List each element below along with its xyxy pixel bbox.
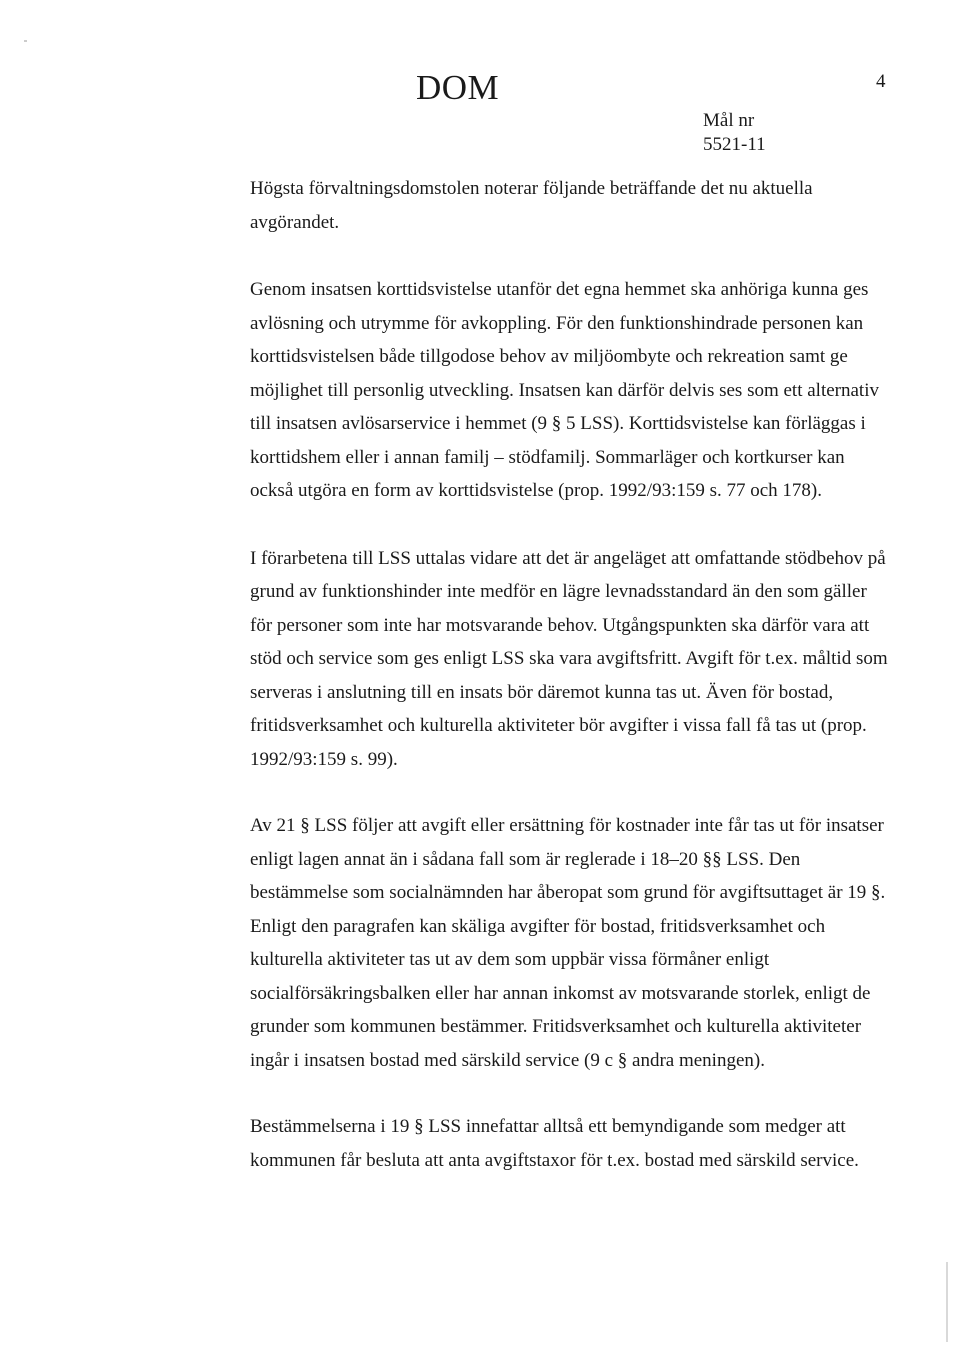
case-number-label: Mål nr (703, 110, 755, 131)
scan-artifact-right-edge (946, 1262, 948, 1342)
page-title: DOM (416, 68, 500, 107)
scan-artifact-dot (24, 40, 27, 42)
case-number-block (703, 109, 766, 157)
paragraph-21-paragraf: Av 21 § LSS följer att avgift eller ersättning för kostnader inte får tas ut för insatser enligt lagen annat än i sådana fall som är reglerade i 18–20 §§ LSS. Den bestämmelse som socialnämnden har åberopat som grund för avgiftsuttaget är 19 §. Enligt den paragrafen kan skäliga avgifter för bostad, fritidsverksamhet och kulturella aktiviteter tas ut av dem som uppbär vissa förmåner enligt socialförsäkringsbalken eller har annan inkomst av motsvarande storlek, enligt de grunder som kommunen bestämmer. Fritidsverksamhet och kulturella aktiviteter ingår i insatsen bostad med särskild service (9 c § andra meningen). (250, 815, 886, 1071)
case-number-value: 5521-11 (703, 134, 766, 155)
paragraph-intro: Högsta förvaltningsdomstolen noterar följande beträffande det nu aktuella avgörandet. (250, 178, 813, 233)
page-number: 4 (876, 71, 886, 92)
paragraph-korttidsvistelse: Genom insatsen korttidsvistelse utanför det egna hemmet ska anhöriga kunna ges avlösning och utrymme för avkoppling. För den funktionshindrade personen kan korttidsvistelsen både tillgodose behov av miljöombyte och rekreation samt ge möjlighet till personlig utveckling. Insatsen kan därför delvis ses som ett alternativ till insatsen avlösarservice i hemmet (9 § 5 LSS). Korttidsvistelse kan förläggas i korttidshem eller i annan familj – stödfamilj. Sommarläger och kortkurser kan också utgöra en form av korttidsvistelse (prop. 1992/93:159 s. 77 och 178). (250, 279, 879, 501)
paragraph-bestammelserna: Bestämmelserna i 19 § LSS innefattar alltså ett bemyndigande som medger att kommunen får besluta att anta avgiftstaxor för t.ex. bostad med särskild service. (250, 1116, 859, 1171)
paragraph-forarbeten: I förarbetena till LSS uttalas vidare att det är angeläget att omfattande stödbehov på grund av funktionshinder inte medför en lägre levnadsstandard än den som gäller för personer som inte har motsvarande behov. Utgångspunkten ska därför vara att stöd och service som ges enligt LSS ska vara avgiftsfritt. Avgift för t.ex. måltid som serveras i anslutning till en insats bör däremot kunna tas ut. Även för bostad, fritidsverksamhet och kulturella aktiviteter bör avgifter i vissa fall få tas ut (prop. 1992/93:159 s. 99). (250, 547, 888, 770)
document-body (250, 172, 890, 1177)
